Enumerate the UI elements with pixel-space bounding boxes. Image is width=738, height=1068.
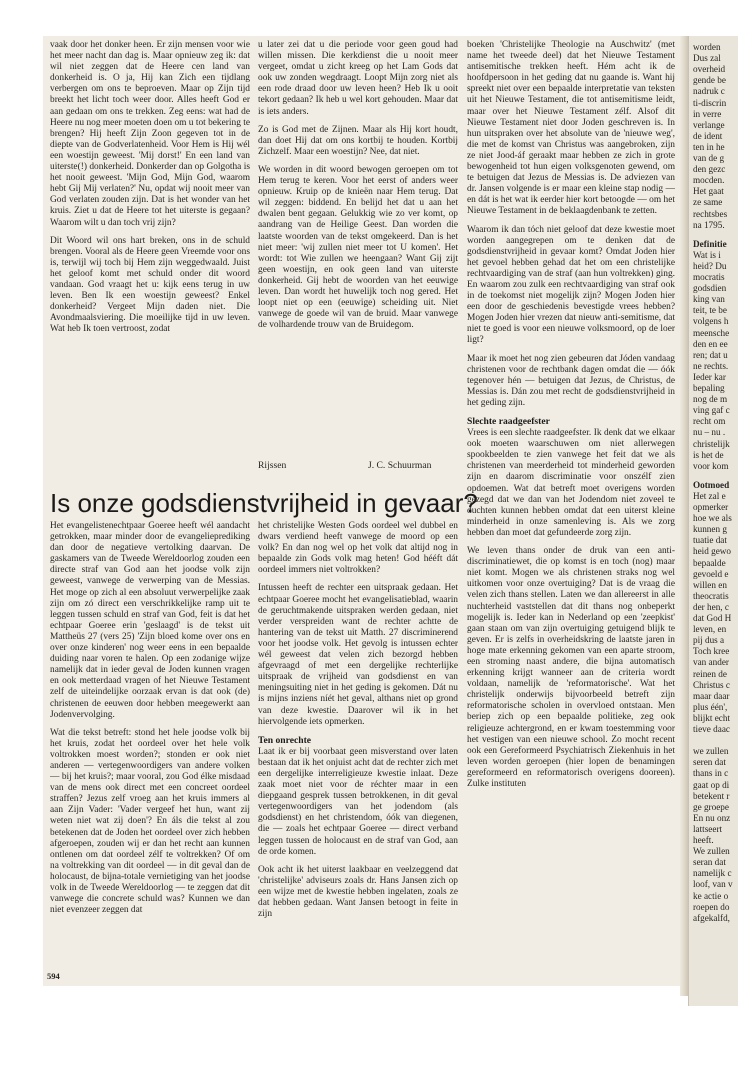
paragraph: boeken 'Christelijke Theologie na Auschwitz' (met name het tweede deel) dat het Nieuwe Testament antisemitische trekken heeft. Hém acht ik de hoofdpersoon in het geding dat nu gaande is. Want hij spreekt niet over een bepaalde interpretatie van teksten uit het Nieuwe Testament, die tot antisemitisme leidt, maar over het Nieuwe Testament zélf. Alsof dit Nieuwe Testament niet door Joden geschreven is. In hun uitspraken over het absolute van de 'nieuwe weg', die met de komst van Christus was aangebroken, zijn ze niet Jood-áf geraakt maar hebben ze zich in grote bewogenheid tot hun eigen volksgenoten gewend, om te betuigen dat Jezus de Messias is. De adviezen van dr. Jansen volgende is er maar een kleine stap nodig — en dát is het wat ik eerder hier kort betoogde — om het Nieuwe Testament in de beklaagdenbank te zetten. bbox=[467, 40, 675, 217]
next-page-line: plus één', bbox=[693, 701, 728, 712]
next-page-line: gende be bbox=[693, 75, 726, 86]
next-page-line: Het zal e bbox=[693, 490, 726, 501]
next-page-line: van ander bbox=[693, 657, 729, 668]
next-page-line: we zullen bbox=[693, 746, 729, 757]
next-page-line: gevoeld e bbox=[693, 568, 729, 579]
next-page-line: den en ee bbox=[693, 338, 728, 349]
main-article-column-2 bbox=[258, 521, 458, 971]
next-page-line: ten in he bbox=[693, 141, 725, 152]
next-page-edge bbox=[688, 36, 738, 1006]
next-page-line: Het gaat bbox=[693, 186, 724, 197]
subheading: Ten onrechte bbox=[258, 734, 312, 746]
next-page-line: den gezc bbox=[693, 164, 726, 175]
next-page-line: seran dat bbox=[693, 857, 726, 868]
next-page-line: in verre bbox=[693, 108, 722, 119]
next-page-line: is het de bbox=[693, 449, 724, 460]
paragraph: We leven thans onder de druk van een anti-discriminatiewet, die op komst is en toch (nog) maar niet komt. Mogen we als christenen straks nog wel uitkomen voor onze overtuiging? Dat is de vraag die velen zich thans stellen. Laten we dan allereerst in alle nuchterheid vaststellen dat dit thans nog onbeperkt mogelijk is. Ieder kan in Nederland op een 'zeepkist' gaan staan om van zijn overtuiging getuigend blijk te geven. Er is zelfs in overheidskring de laatste jaren in hoge mate erkenning gekomen van een aparte stroom, een stroming naast andere, die bijna automatisch erkenning krijgt wanneer aan de criteria wordt voldaan, namelijk de 'reformatorische'. Wat het christelijk onderwijs bijvoorbeeld betreft zijn reformatorische scholen in overvloed ontstaan. Men beriep zich op een bepaalde politieke, zeg ook religieuze achtergrond, en er kwam toestemming voor het vestigen van een nieuwe school. Zo mocht recent ook een Gereformeerd Psychiatrisch Ziekenhuis in het leven worden geroepen (hier lopen de benamingen gereformeerd en reformatorisch overigens dooreen). Zulke instituten bbox=[467, 546, 675, 789]
next-page-line: hoe we als bbox=[693, 513, 732, 524]
paragraph: Het evangelistenechtpaar Goeree heeft wél aandacht getrokken, maar minder door de evangelieprediking dan door de negatieve vertolking daarvan. De gaskamers van de Tweede Wereldoorlog zouden een directe straf van God aan het joodse volk zijn geweest, vanwege de verwerping van de Messias. Het moge op zich al een absoluut verwerpelijke zaak zijn om zó direct een verschrikkelijke ramp uit te leggen tussen schuld en straf van God, feit is dat het echtpaar Goeree erin 'geslaagd' is de tekst uit Mattheüs 27 (vers 25) 'Zijn bloed kome over ons en over onze kinderen' nog weer eens in een bepaalde duiding naar voren te halen. Op een zodanige wijze namelijk dat in ieder geval de Joden kunnen vragen en ook metterdaad vragen of het Nieuwe Testament zelf de uiteindelijke oorzaak ervan is dat ook (de) christenen de eeuwen door hebben meegewerkt aan Jodenvervolging. bbox=[50, 521, 250, 720]
paragraph: Laat ik er bij voorbaat geen misverstand over laten bestaan dat ik het onjuist acht dat de rechter zich met een dergelijke interreligieuze kwestie inlaat. Deze zaak moet niet voor de réchter maar in een diepgaand gesprek tussen betrokkenen, in dit geval vertegenwoordigers van het jodendom (als godsdienst) en het christendom, óók van diegenen, die — zoals het echtpaar Goeree — direct verband leggen tussen de holocaust en de straf van God, aan de orde komen. bbox=[258, 746, 458, 857]
next-page-line: betekent r bbox=[693, 790, 730, 801]
next-page-heading: Ootmoed bbox=[693, 479, 730, 490]
paragraph: We worden in dit woord bewogen geroepen om tot Hem terug te keren. Voor het eerst of anders weer opnieuw. Kruip op de knieën naar Hem terug. Dat wil zeggen: biddend. En belijd het dat u aan het dwalen bent gegaan. Gelukkig wie zo ver komt, op aandrang van de Heilige Geest. Dan worden die laatste woorden van de tekst omgekeerd. Dan is het niet meer: 'wij zullen niet meer tot U komen'. Het wordt: tot Wie zullen we heengaan? Want Gij zijt geen woestijn, en ook geen land van uiterste donkerheid. Gij hebt de woorden van het eeuwige leven. Dan wordt het huwelijk toch nog gered. Het loopt niet op een (eeuwige) scheiding uit. Niet vanwege de goede wil van de bruid. Maar vanwege de volhardende trouw van de Bruidegom. bbox=[258, 164, 458, 331]
next-page-line: meensche bbox=[693, 327, 730, 338]
paragraph: Vrees is een slechte raadgeefster. Ik denk dat we elkaar ook moeten waarschuwen om niet allerwegen spookbeelden te zien vanwege het feit dat we als christenen van meerderheid tot minderheid geworden zijn en daarom discriminatie voor onszélf zien opdoemen. Wat dat betreft moet overigens worden gezegd dat we dan van het Jodendom niet zoveel te duchten kunnen hebben omdat dat een uiterst kleine minderheid in onze samenleving is. Als we zorg hebben dan moet dat gefundeerde zorg zijn. bbox=[467, 428, 675, 538]
next-page-line: dat God H bbox=[693, 613, 732, 623]
next-page-line: nu – nu . bbox=[693, 427, 726, 438]
next-page-line: heeft. bbox=[693, 835, 714, 845]
paragraph: Wat die tekst betreft: stond het hele joodse volk bij het kruis, zodat het oordeel over het hele volk voltrokken moest worden?; stonden er ook niet anderen — vertegenwoordigers van andere volken — bij het kruis?; maar vooral, zou God élke misdaad van de mens ook direct met een concreet oordeel straffen? Jezus zelf vroeg aan het kruis immers al aan Zijn Vader: 'Vader vergeef het hun, want zij weten niet wat zij doen'? En áls die tekst al zou betekenen dat de Joden het oordeel over zich hebben afgeroepen, zouden wij er dan het recht aan kunnen ontlenen om dat oordeel zélf te voltrekken? Of om na voltrekking van dit oordeel — in dit geval dan de holocaust, de bijna-totale vernietiging van het joodse volk in de Tweede Wereldoorlog — te zeggen dat dit vanwege die concrete schuld was? Kunnen we dan niet evenzeer zeggen dat bbox=[50, 727, 250, 916]
top-article-column-1 bbox=[50, 40, 250, 485]
next-page-line: ge groepe bbox=[693, 801, 729, 812]
next-page-line: Dus zal bbox=[693, 53, 721, 64]
next-page-line: bepaling bbox=[693, 383, 725, 393]
main-article-column-1 bbox=[50, 521, 250, 967]
next-page-line: reinen de bbox=[693, 668, 727, 679]
next-page-line: christelijk bbox=[693, 438, 730, 449]
next-page-line: Christus c bbox=[693, 679, 731, 690]
next-page-line: En nu onz bbox=[693, 812, 731, 823]
next-page-line: heid? Du bbox=[693, 260, 727, 271]
signature-author: J. C. Schuurman bbox=[368, 460, 432, 471]
next-page-line: theocratis bbox=[693, 590, 729, 601]
article-headline: Is onze godsdienstvrijheid in gevaar? bbox=[50, 488, 478, 518]
top-article-column-2 bbox=[258, 40, 458, 456]
next-page-line: ti-discrin bbox=[693, 97, 727, 108]
paragraph: Ook acht ik het uiterst laakbaar en veelzeggend dat 'christelijke' adviseurs zoals dr. Hans Jansen zich op een wijze met de kwestie hebben ingelaten, zoals ze dat hebben gedaan. Want Jansen betoogt in feite in zijn bbox=[258, 864, 458, 920]
next-page-line: blijkt echt bbox=[693, 712, 730, 723]
next-page-line: king van bbox=[693, 294, 725, 305]
next-page-line: godsdien bbox=[693, 283, 727, 294]
next-page-line: de ident bbox=[693, 130, 723, 141]
paragraph: Dit Woord wil ons hart breken, ons in de schuld brengen. Vooral als de Heere geen Vreemde voor ons is, terwijl wij toch bij Hem zijn weggedwaald. Juist het geloof komt met schuld onder dit woord vandaan. God vraagt het u: kijk eens terug in uw leven. Ben Ik een woestijn geweest? Enkel donkerheid? Vergeet Mijn daden niet. Die Avondmaalsviering. Die moeilijke tijd in uw leven. Wat heb Ik toen vertroost, zodat bbox=[50, 235, 250, 335]
next-page-line: We zullen bbox=[693, 846, 730, 857]
next-page-line: gaat op di bbox=[693, 779, 730, 790]
next-page-line: tieve daac bbox=[693, 724, 730, 734]
paragraph: het christelijke Westen Gods oordeel wel dubbel en dwars verdiend heeft vanwege de moord op een volk? En dan nog wel op het volk dat altijd nog in bepaalde zin Gods volk mag heten! God hééft dát oordeel immers niet voltrokken? bbox=[258, 521, 458, 576]
next-page-line: rechtsbes bbox=[693, 208, 728, 219]
next-page-line: Ieder kar bbox=[693, 371, 726, 382]
next-page-line: voor kom bbox=[693, 460, 729, 471]
next-page-line: Wat is i bbox=[693, 249, 721, 260]
next-page-line: seren dat bbox=[693, 757, 726, 768]
paragraph: Waarom ik dan tóch niet geloof dat deze kwestie moet worden aangegrepen om te denken dat de godsdienstvrijheid in gevaar komt? Omdat Joden hier het gevoel hebben gehad dat het om een christelijke rechtvaardiging van de straf (aan hun voltrekken) ging. En waarom zou zulk een rechtvaardiging van straf ook in de toekomst niet mogelijk zijn? Mogen Joden hier een door de geschiedenis bevestigde vrees hebben? Mogen Joden hier vrezen dat nieuw anti-semitisme, dat niet te goed is voor een nieuwe volksmoord, op de loer ligt? bbox=[467, 224, 675, 346]
next-page-line: verlange bbox=[693, 119, 725, 130]
next-page-line: volgens h bbox=[693, 316, 729, 327]
next-page-line: ke actie o bbox=[693, 890, 729, 901]
signature-place: Rijssen bbox=[258, 460, 287, 471]
next-page-line: roepen do bbox=[693, 901, 730, 912]
next-page-line: leven, en bbox=[693, 624, 727, 635]
subheading: Slechte raadgeefster bbox=[467, 416, 550, 427]
next-page-line: lattseert bbox=[693, 823, 723, 834]
next-page-line: loof, van v bbox=[693, 879, 733, 890]
next-page-line: na 1795. bbox=[693, 219, 725, 230]
next-page-line: bepaalde bbox=[693, 557, 726, 568]
paragraph: Zo is God met de Zijnen. Maar als Hij kort houdt, dan doet Hij dat om ons kortbij te houden. Kortbij Zichzelf. Maar een woestijn? Nee, dat niet. bbox=[258, 124, 458, 157]
next-page-line: ving gaf c bbox=[693, 405, 730, 416]
next-page-line: mocratis bbox=[693, 272, 725, 282]
paragraph: vaak door het donker heen. Er zijn mensen voor wie het meer nacht dan dag is. Maar opnieuw zeg ik: dat wil niet zeggen dat de Heere cen land van donkerheid is. O ja, Hij kan Zich een tijdlang verbergen om ons te beproeven. Maar op Zijn tijd breekt het licht toch weer door. Alles heeft God er aan gedaan om ons te trekken. Zeg eens: wat had de Heere nu nog meer moeten doen om u tot bekering te brengen? Hij heeft Zijn Zoon gegeven tot in de diepte van de Godverlatenheid. Voor Hem is Hij wél een woestijn geweest. 'Mij dorst!' En een land van uiterste(!) donkerheid. Donkerder dan op Golgotha is het nooit geweest. 'Mijn God, Mijn God, waarom hebt Gij Mij verlaten?' Nu, opdat wij nooit meer van God verlaten zouden zijn. Dat is het wonder van het kruis. Ziet u dat de Heere tot het uiterste is gegaan? Waarom wilt u dan toch vrij zijn? bbox=[50, 40, 250, 228]
next-page-line: mocden. bbox=[693, 175, 725, 186]
next-page-line: Toch kree bbox=[693, 646, 730, 657]
next-page-line: nadruk c bbox=[693, 86, 725, 97]
next-page-line: ne rechts. bbox=[693, 360, 729, 371]
next-page-line: thans in c bbox=[693, 768, 729, 779]
next-page-line: heid gewo bbox=[693, 546, 732, 557]
next-page-line: tuatie dat bbox=[693, 535, 727, 546]
next-page-line: ze same bbox=[693, 197, 723, 208]
paragraph: Maar ik moet het nog zien gebeuren dat Jóden vandaag christenen voor de rechtbank dagen omdat die — óók tegenover hén — betuigen dat Jezus, de Christus, de Messias is. Dán zou met recht de godsdienstvrijheid in het geding zijn. bbox=[467, 353, 675, 408]
page-number: 594 bbox=[47, 971, 60, 981]
next-page-line: ren; dat u bbox=[693, 349, 728, 360]
next-page-line: overheid bbox=[693, 64, 726, 75]
next-page-line: willen en bbox=[693, 579, 727, 590]
next-page-line: nog de m bbox=[693, 394, 728, 405]
next-page-line: der hen, c bbox=[693, 601, 729, 612]
next-page-line: opmerker bbox=[693, 502, 729, 512]
next-page-line: teit, te be bbox=[693, 305, 727, 316]
paragraph: u later zei dat u die periode voor geen goud had willen missen. Die kerkdienst die u nooit meer vergeet, omdat u zicht kreeg op het Lam Gods dat ook uw zonden wegdraagt. Loopt Mijn zorg niet als een rode draad door uw leven heen? Heb Ik u ooit tekort gedaan? Ik heb u wel kort gehouden. Maar dat is iets anders. bbox=[258, 40, 458, 117]
next-page-line: worden bbox=[693, 42, 721, 52]
paragraph: Intussen heeft de rechter een uitspraak gedaan. Het echtpaar Goeree mocht het evangelisatieblad, waarin de geruchtmakende uitspraken werden gedaan, niet verder verspreiden want de rechter achtte de hantering van de tekst uit Matth. 27 discriminerend voor het joodse volk. Het gevolg is intussen echter wél geweest dat velen zich bezorgd hebben afgevraagd of met een dergelijke rechterlijke uitspraak de vrijheid van godsdienst en van meningsuiting niet in het geding is gekomen. Dát nu is mijns inziens níét het geval, althans niet op grond van deze kwestie. Daarover wil ik in het hiervolgende iets opmerken. bbox=[258, 583, 458, 727]
next-page-line: afgekalfd, bbox=[693, 912, 730, 923]
next-page-line: kunnen g bbox=[693, 524, 727, 535]
next-page-heading: Definitie bbox=[693, 238, 727, 249]
next-page-line: namelijk c bbox=[693, 868, 732, 879]
next-page-line: van de g bbox=[693, 153, 725, 163]
next-page-line: maar daar bbox=[693, 690, 730, 701]
next-page-line: pij dus a bbox=[693, 635, 725, 646]
next-page-line: recht om bbox=[693, 416, 726, 427]
